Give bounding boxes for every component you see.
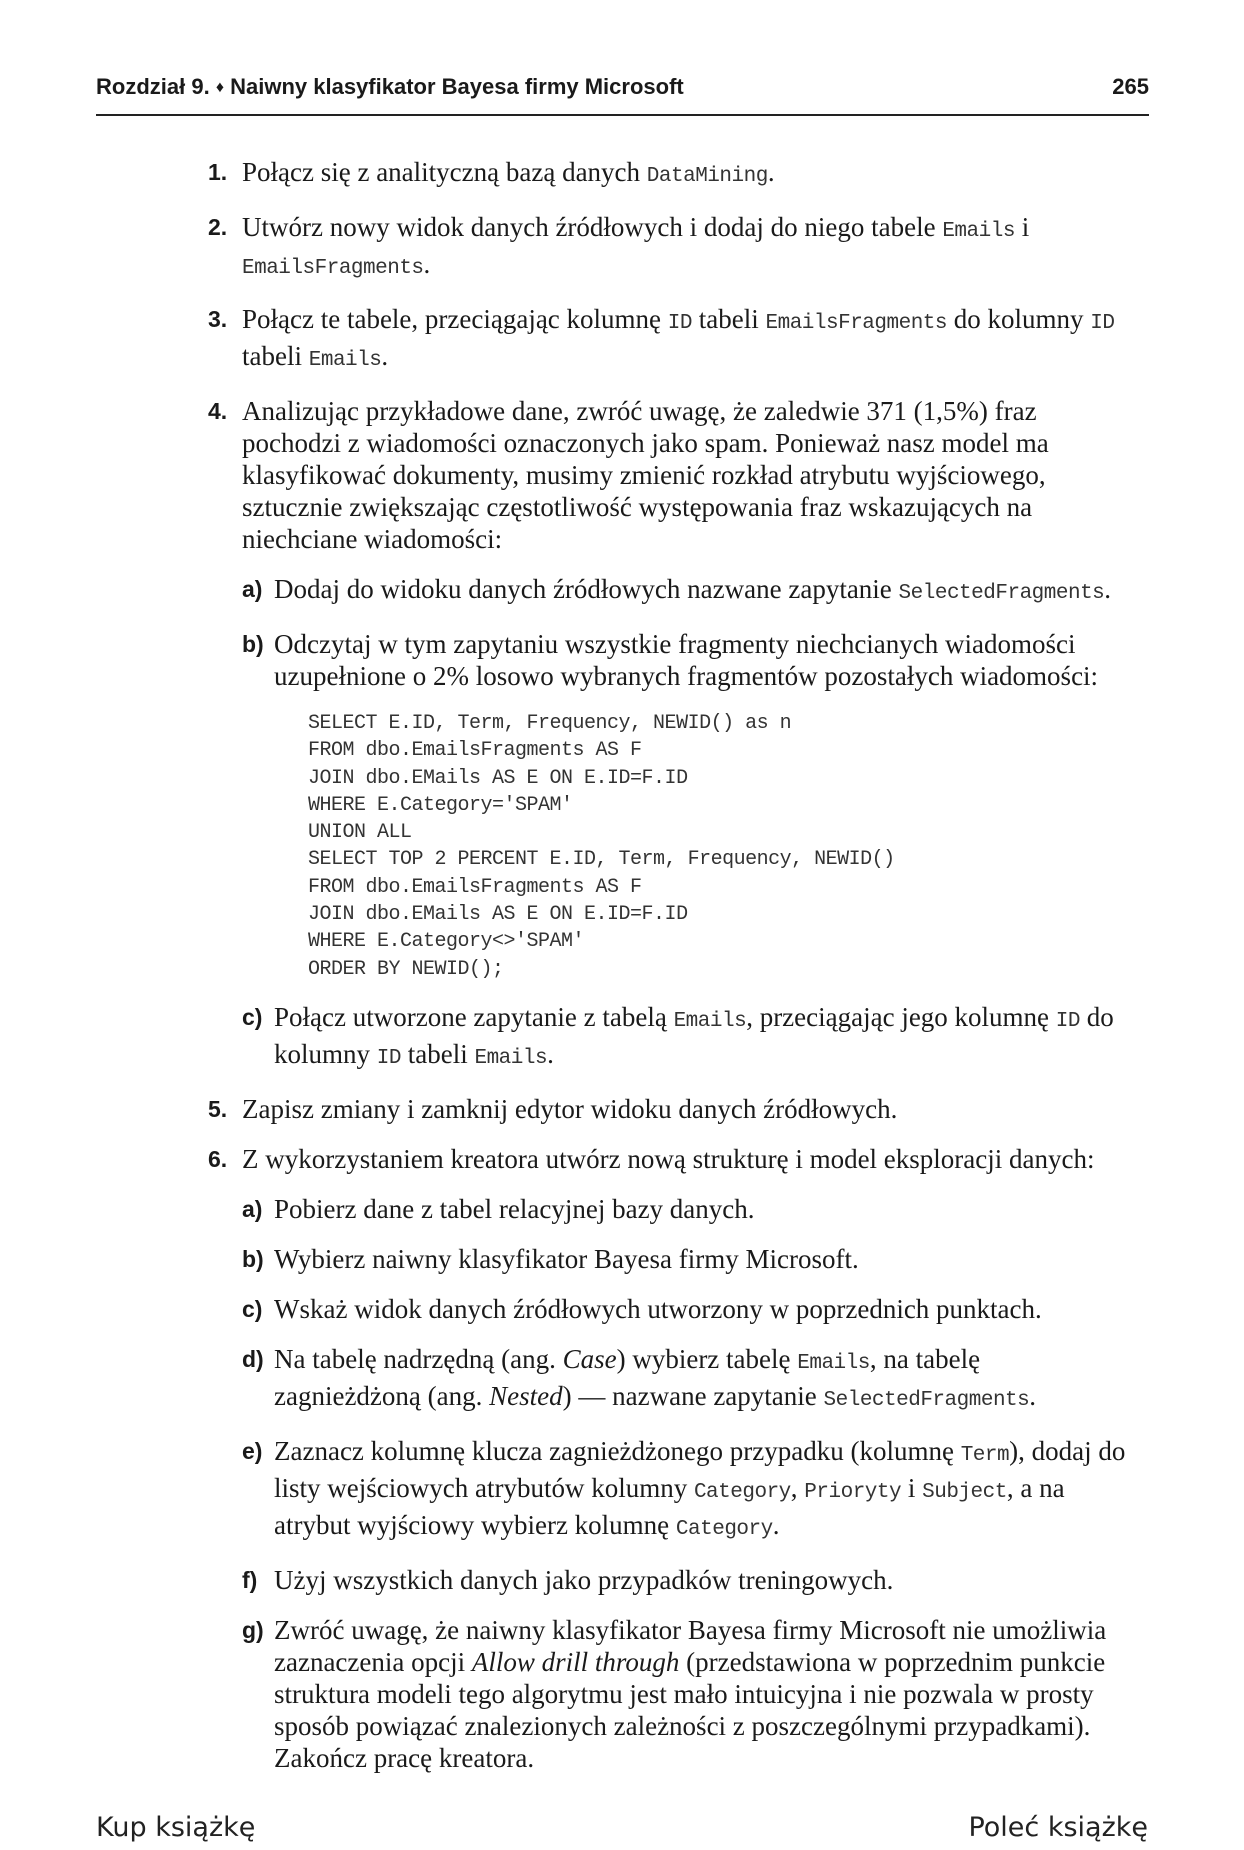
chapter-title bbox=[96, 74, 684, 100]
chapter-number: Rozdział 9. bbox=[96, 74, 210, 99]
substep-label: b) bbox=[242, 1245, 264, 1272]
code-inline: SelectedFragments bbox=[823, 1388, 1030, 1412]
step-number: 6. bbox=[208, 1145, 228, 1172]
code-inline: Emails bbox=[797, 1351, 870, 1375]
step-text: Utwórz nowy widok danych źródłowych i dodaj do niego tabele bbox=[242, 212, 943, 242]
step-5 bbox=[208, 1093, 1128, 1125]
substep-text: , a na atrybut wyjściowy wybierz kolumnę bbox=[274, 1472, 1065, 1540]
substep-6a bbox=[242, 1193, 1128, 1225]
page-body bbox=[208, 156, 1128, 1792]
substep-text: , bbox=[790, 1472, 805, 1503]
code-inline: ID bbox=[1090, 312, 1115, 335]
substep-text: (przedstawiona w poprzednim punkcie struktura modeli tego algorytmu jest mało intuicyjna i nie pozwala w prosty sposób powiązać znalezionych zależności z poszczególnymi przypadkami). Zakończ pracę kreatora. bbox=[274, 1646, 1106, 1773]
substep-label: g) bbox=[242, 1616, 264, 1643]
substep-text: Wybierz naiwny klasyfikator Bayesa firmy Microsoft. bbox=[274, 1243, 859, 1274]
substep-label: d) bbox=[242, 1345, 264, 1372]
step-text: tabeli bbox=[242, 341, 309, 371]
substep-text: do kolumny bbox=[274, 1001, 1114, 1069]
page-number: 265 bbox=[1112, 74, 1149, 99]
substep-text: ) — nazwane zapytanie bbox=[562, 1380, 824, 1411]
substep-text: Zwróć uwagę, że naiwny klasyfikator Bayesa firmy Microsoft nie umożliwia zaznaczenia opcji bbox=[274, 1614, 1107, 1677]
substep-text: Wskaż widok danych źródłowych utworzony w poprzednich punktach. bbox=[274, 1293, 1042, 1324]
code-inline: SelectedFragments bbox=[898, 582, 1105, 605]
chapter-name: Naiwny klasyfikator Bayesa firmy Microsoft bbox=[230, 74, 684, 99]
substep-text: i bbox=[901, 1472, 923, 1503]
substep-text: Połącz utworzone zapytanie z tabelą bbox=[274, 1001, 674, 1032]
running-header bbox=[96, 74, 1149, 116]
code-inline: ID bbox=[376, 1046, 401, 1070]
step-text: tabeli bbox=[692, 304, 766, 334]
substep-label: b) bbox=[242, 631, 264, 657]
code-inline: ID bbox=[667, 312, 692, 335]
substep-6f bbox=[242, 1564, 1128, 1596]
substep-label: f) bbox=[242, 1566, 258, 1593]
substep-4b bbox=[242, 628, 1128, 983]
step-text: Analizując przykładowe dane, zwróć uwagę, że zaledwie 371 (1,5%) fraz pochodzi z wiadomości oznaczonych jako spam. Ponieważ nasz model ma klasyfikować dokumenty, musimy zmienić rozkład atrybutu wyjściowego, sztucznie zwiększając częstotliwość występowania fraz wskazujących na niechciane wiadomości: bbox=[242, 396, 1049, 554]
substep-6c bbox=[242, 1293, 1128, 1325]
code-inline: Term bbox=[960, 1443, 1010, 1467]
step-2 bbox=[208, 211, 1128, 285]
code-inline: ID bbox=[1055, 1009, 1081, 1033]
substep-text: . bbox=[1104, 574, 1112, 604]
step-number: 4. bbox=[208, 398, 228, 424]
substep-text: . bbox=[1029, 1380, 1037, 1411]
step-text: . bbox=[381, 341, 389, 371]
code-inline: EmailsFragments bbox=[765, 312, 948, 335]
substep-text: . bbox=[547, 1038, 554, 1069]
substep-label: c) bbox=[242, 1295, 263, 1322]
italic-term: Nested bbox=[489, 1380, 563, 1411]
code-inline: Emails bbox=[308, 349, 382, 372]
step-text: Połącz się z analityczną bazą danych bbox=[242, 157, 647, 187]
step-number: 2. bbox=[208, 214, 228, 240]
substep-text: tabeli bbox=[400, 1038, 475, 1069]
step-4 bbox=[208, 395, 1128, 1075]
step-text: Z wykorzystaniem kreatora utwórz nową strukturę i model eksploracji danych: bbox=[242, 1143, 1095, 1174]
step-number: 1. bbox=[208, 159, 228, 185]
substep-6e bbox=[242, 1435, 1128, 1546]
substep-6g bbox=[242, 1614, 1128, 1774]
substep-text: Użyj wszystkich danych jako przypadków treningowych. bbox=[274, 1564, 894, 1595]
code-inline: Prioryty bbox=[804, 1480, 902, 1504]
substep-text: Odczytaj w tym zapytaniu wszystkie fragmenty niechcianych wiadomości uzupełnione o 2% losowo wybranych fragmentów pozostałych wiadomości: bbox=[274, 629, 1099, 691]
sql-code-block: SELECT E.ID, Term, Frequency, NEWID() as n FROM dbo.EmailsFragments AS F JOIN dbo.EMails AS E ON E.ID=F.ID WHERE E.Category='SPAM' UNION ALL SELECT TOP 2 PERCENT E.ID, Term, Frequency, NEWID() FROM dbo.EmailsFragments AS F JOIN dbo.EMails AS E ON E.ID=F.ID WHERE E.Category<>'SPAM' ORDER BY NEWID(); bbox=[308, 712, 895, 981]
substep-4c bbox=[242, 1001, 1128, 1075]
substep-6b bbox=[242, 1243, 1128, 1275]
code-inline: Subject bbox=[922, 1480, 1007, 1504]
substep-text: . bbox=[772, 1509, 780, 1540]
code-inline: Emails bbox=[474, 1046, 548, 1070]
substep-text: ) wybierz tabelę bbox=[616, 1343, 798, 1374]
substep-text: , przeciągając jego kolumnę bbox=[746, 1001, 1056, 1032]
code-inline: EmailsFragments bbox=[242, 257, 424, 280]
substep-label: e) bbox=[242, 1437, 263, 1464]
substep-4a bbox=[242, 573, 1128, 610]
code-inline: Category bbox=[693, 1480, 791, 1504]
substep-text: Pobierz dane z tabel relacyjnej bazy danych. bbox=[274, 1193, 755, 1224]
italic-term: Case bbox=[562, 1343, 617, 1374]
step-text: . bbox=[423, 249, 431, 279]
substep-text: ), dodaj do listy wejściowych atrybutów kolumny bbox=[274, 1435, 1126, 1503]
substep-text: Zaznacz kolumnę klucza zagnieżdżonego przypadku (kolumnę bbox=[274, 1435, 961, 1466]
step-number: 5. bbox=[208, 1095, 228, 1122]
step-text: . bbox=[767, 157, 775, 187]
buy-book-link[interactable]: Kup książkę bbox=[96, 1812, 256, 1843]
step-text: Zapisz zmiany i zamknij edytor widoku danych źródłowych. bbox=[242, 1093, 898, 1124]
substep-label: a) bbox=[242, 576, 263, 602]
step-text: do kolumny bbox=[947, 304, 1091, 334]
substep-label: c) bbox=[242, 1003, 263, 1030]
substep-label: a) bbox=[242, 1195, 263, 1222]
step-text: i bbox=[1014, 212, 1030, 242]
code-inline: Category bbox=[675, 1517, 773, 1541]
substep-text: Dodaj do widoku danych źródłowych nazwane zapytanie bbox=[274, 574, 899, 604]
step-6 bbox=[208, 1143, 1128, 1774]
step-text: Połącz te tabele, przeciągając kolumnę bbox=[242, 304, 668, 334]
recommend-book-link[interactable]: Poleć książkę bbox=[968, 1812, 1148, 1843]
step-number: 3. bbox=[208, 306, 228, 332]
step-1 bbox=[208, 156, 1128, 193]
substep-text: , na tabelę zagnieżdżoną (ang. bbox=[274, 1343, 981, 1411]
diamond-separator-icon: ♦ bbox=[215, 79, 224, 96]
code-inline: DataMining bbox=[646, 165, 768, 188]
code-inline: Emails bbox=[942, 220, 1015, 243]
substep-text: Na tabelę nadrzędną (ang. bbox=[274, 1343, 563, 1374]
step-3 bbox=[208, 303, 1128, 377]
italic-term: Allow drill through bbox=[471, 1646, 680, 1677]
code-inline: Emails bbox=[673, 1009, 747, 1033]
substep-6d bbox=[242, 1343, 1128, 1417]
